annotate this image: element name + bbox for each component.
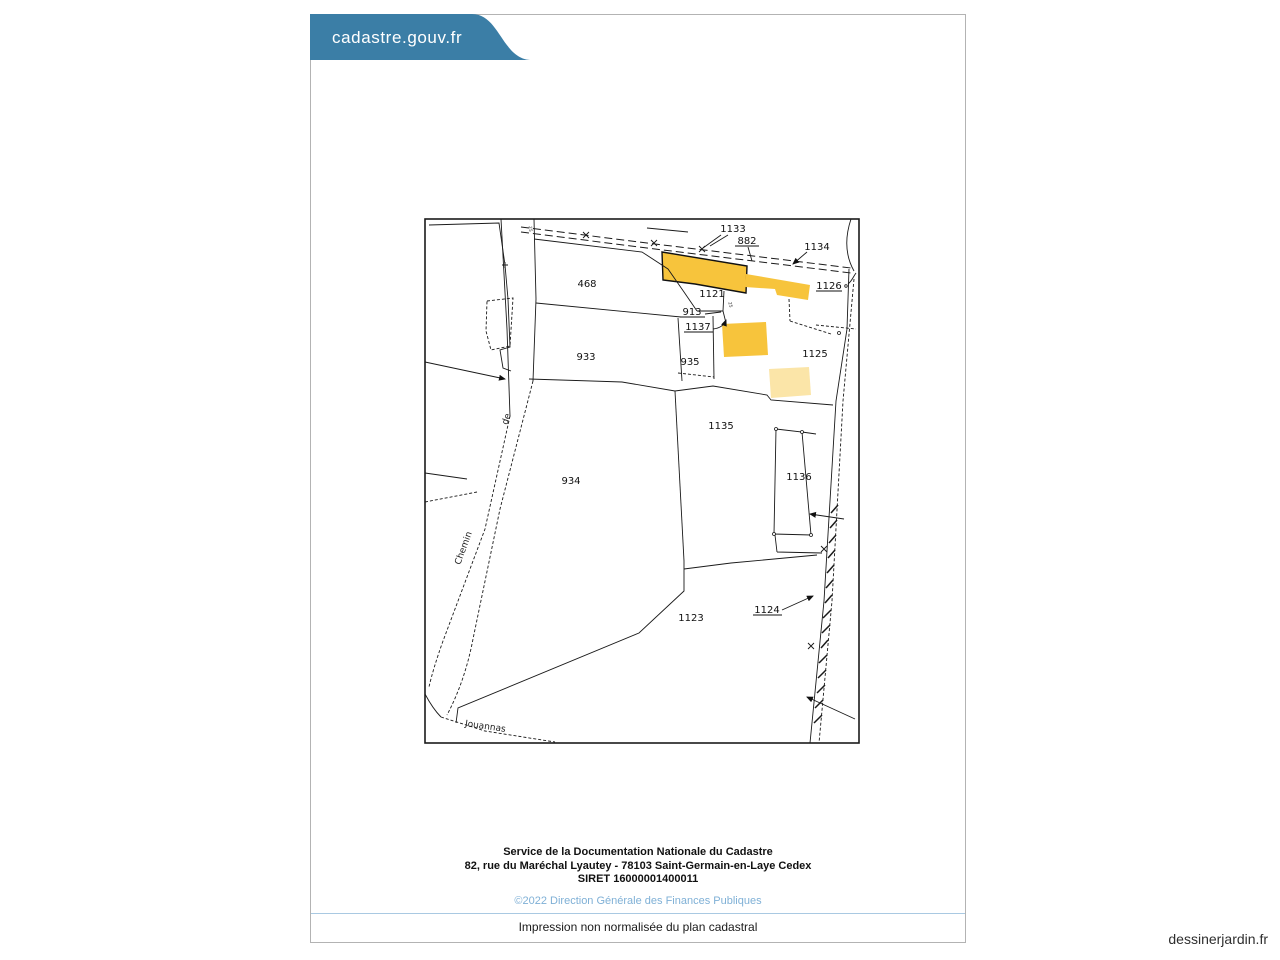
parcel-label-1136: 1136: [786, 472, 812, 483]
parcel-label-935: 935: [680, 357, 700, 368]
parcel-label-468: 468: [577, 279, 597, 290]
site-logo: cadastre.gouv.fr: [332, 28, 463, 47]
width-tick-1: 25: [526, 225, 533, 233]
parcel-label-1121: 1121: [699, 289, 725, 300]
cadastral-map: [424, 218, 860, 744]
service-address: 82, rue du Maréchal Lyautey - 78103 Saint-Germain-en-Laye Cedex: [464, 859, 812, 872]
vertex-dot: [801, 431, 804, 434]
vertex-dot: [845, 285, 848, 288]
parcel-label-1134: 1134: [804, 242, 830, 253]
print-notice: Impression non normalisée du plan cadastral: [518, 920, 758, 934]
parcel-label-1124: 1124: [754, 605, 780, 616]
vertex-dot: [810, 534, 813, 537]
service-siret: SIRET 16000001400011: [577, 873, 699, 885]
footer-divider: [311, 913, 965, 914]
watermark-text: dessinerjardin.fr: [1168, 931, 1268, 947]
copyright-line: ©2022 Direction Générale des Finances Publiques: [514, 895, 762, 907]
parcel-label-934: 934: [561, 476, 581, 487]
vertex-dot: [773, 533, 776, 536]
road-label-de: de: [500, 412, 514, 427]
service-name: Service de la Documentation Nationale du Cadastre: [503, 846, 773, 858]
parcel-label-933: 933: [576, 352, 596, 363]
building-4-light: [769, 367, 811, 398]
map-svg: [424, 218, 860, 744]
parcel-label-1137: 1137: [685, 322, 711, 333]
parcel-label-1133: 1133: [720, 224, 746, 235]
document-page: [310, 14, 966, 943]
parcel-label-882: 882: [737, 236, 757, 247]
parcel-label-1123: 1123: [678, 613, 704, 624]
parcel-label-1135: 1135: [708, 421, 734, 432]
building-3: [722, 322, 768, 357]
parcel-label-1126: 1126: [816, 281, 842, 292]
vertex-dot: [838, 332, 841, 335]
road-label-jouannas: Jouannas: [464, 719, 507, 735]
vertex-dot: [775, 428, 778, 431]
footer-service-block: [311, 846, 965, 887]
parcel-label-1125: 1125: [802, 349, 828, 360]
road-label-chemin: Chemin: [453, 530, 475, 567]
parcel-label-913: 913: [682, 307, 702, 318]
width-tick-2: 25: [726, 301, 733, 309]
